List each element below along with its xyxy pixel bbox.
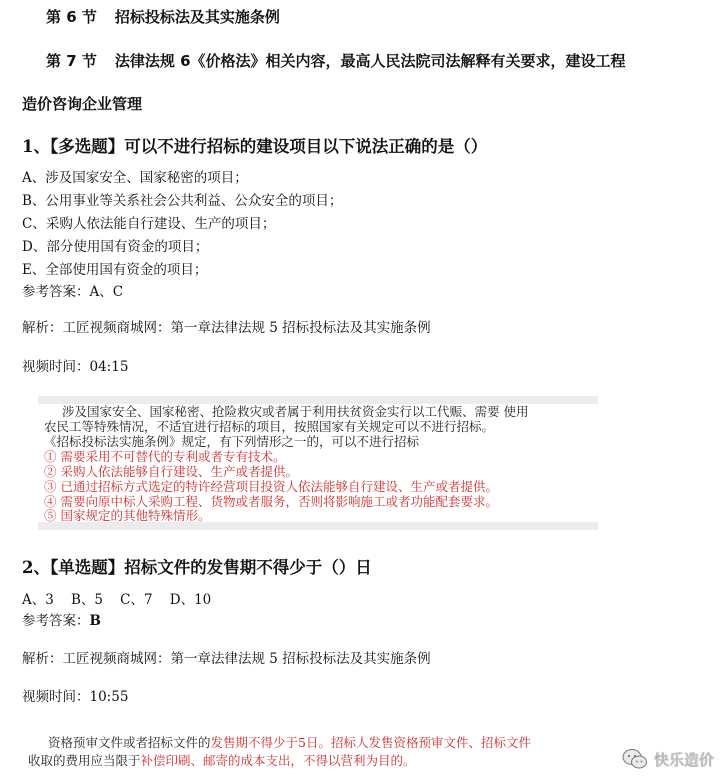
q2-excerpt-line1 bbox=[48, 735, 531, 751]
q1-excerpt-item-3: ③ 已通过招标方式选定的特许经营项目投资人依法能够自行建设、生产或者提供。 bbox=[44, 479, 498, 494]
excerpt-top-shade bbox=[38, 396, 598, 404]
q2-excerpt-line2-black: 收取的费用应当限于 bbox=[28, 753, 141, 768]
q1-option-d: D、部分使用国有资金的项目； bbox=[22, 239, 209, 255]
q1-title: 1、【多选题】可以不进行招标的建设项目以下说法正确的是（） bbox=[22, 137, 488, 156]
q1-answer-value: A、C bbox=[89, 284, 124, 300]
q2-answer bbox=[22, 609, 101, 629]
section-7-number: 第 7 节 bbox=[46, 52, 97, 70]
q1-excerpt-item-5: ⑤ 国家规定的其他特殊情形。 bbox=[44, 508, 211, 523]
q2-excerpt-line1-black: 资格预审文件或者招标文件的 bbox=[48, 735, 211, 750]
q1-option-a: A、涉及国家安全、国家秘密的项目； bbox=[22, 170, 248, 186]
q1-option-c: C、采购人依法能自行建设、生产的项目； bbox=[22, 216, 276, 232]
section-7-title-line2: 造价咨询企业管理 bbox=[22, 95, 143, 113]
wechat-icon bbox=[622, 748, 648, 770]
q1-excerpt-item-4: ④ 需要向原中标人采购工程、货物或者服务，否则将影响施工或者功能配套要求。 bbox=[44, 494, 498, 509]
section-7-title-line1: 法律法规 6《价格法》相关内容，最高人民法院司法解释有关要求，建设工程 bbox=[114, 52, 626, 70]
q2-excerpt-image bbox=[28, 731, 598, 773]
q1-excerpt-item-1: ① 需要采用不可替代的专利或者专有技术。 bbox=[44, 449, 286, 464]
q2-excerpt-line2-red: 补偿印刷、邮寄的成本支出，不得以营利为目的。 bbox=[140, 753, 416, 768]
q1-option-e: E、全部使用国有资金的项目； bbox=[22, 262, 208, 278]
q1-answer-label: 参考答案： bbox=[22, 284, 90, 300]
q1-excerpt-line3: 《招标投标法实施条例》规定，有下列情形之一的，可以不进行招标 bbox=[44, 434, 420, 449]
section-6-title: 招标投标法及其实施条例 bbox=[114, 8, 280, 26]
section-6-heading bbox=[46, 6, 280, 27]
q2-answer-label: 参考答案： bbox=[22, 613, 90, 629]
q1-video-time: 视频时间：04:15 bbox=[22, 359, 129, 375]
q1-answer bbox=[22, 280, 123, 300]
q2-options: A、3 B、5 C、7 D、10 bbox=[22, 592, 212, 608]
q2-excerpt-line2 bbox=[28, 753, 416, 769]
section-7-heading bbox=[46, 50, 626, 71]
q2-title: 2、【单选题】招标文件的发售期不得少于（）日 bbox=[22, 558, 372, 577]
q1-excerpt-item-2: ② 采购人依法能够自行建设、生产或者提供。 bbox=[44, 464, 298, 479]
watermark bbox=[622, 748, 714, 770]
q2-video-time: 视频时间：10:55 bbox=[22, 689, 129, 705]
q1-analysis: 解析：工匠视频商城网：第一章法律法规 5 招标投标法及其实施条例 bbox=[22, 320, 431, 336]
q2-excerpt-line1-red: 发售期不得少于5日。招标人发售资格预审文件、招标文件 bbox=[210, 735, 531, 750]
q2-answer-value: B bbox=[89, 613, 101, 629]
q1-excerpt-line1: 涉及国家安全、国家秘密、抢险救灾或者属于利用扶贫资金实行以工代赈、需要 使用 bbox=[62, 404, 529, 419]
q1-option-b: B、公用事业等关系社会公共利益、公众安全的项目； bbox=[22, 193, 343, 209]
q2-analysis: 解析：工匠视频商城网：第一章法律法规 5 招标投标法及其实施条例 bbox=[22, 651, 431, 667]
section-6-number: 第 6 节 bbox=[46, 8, 97, 26]
q1-excerpt-line2: 农民工等特殊情况，不适宜进行招标的项目，按照国家有关规定可以不进行招标。 bbox=[44, 419, 495, 434]
q1-excerpt-image bbox=[38, 396, 598, 530]
watermark-text: 快乐造价 bbox=[653, 750, 714, 769]
